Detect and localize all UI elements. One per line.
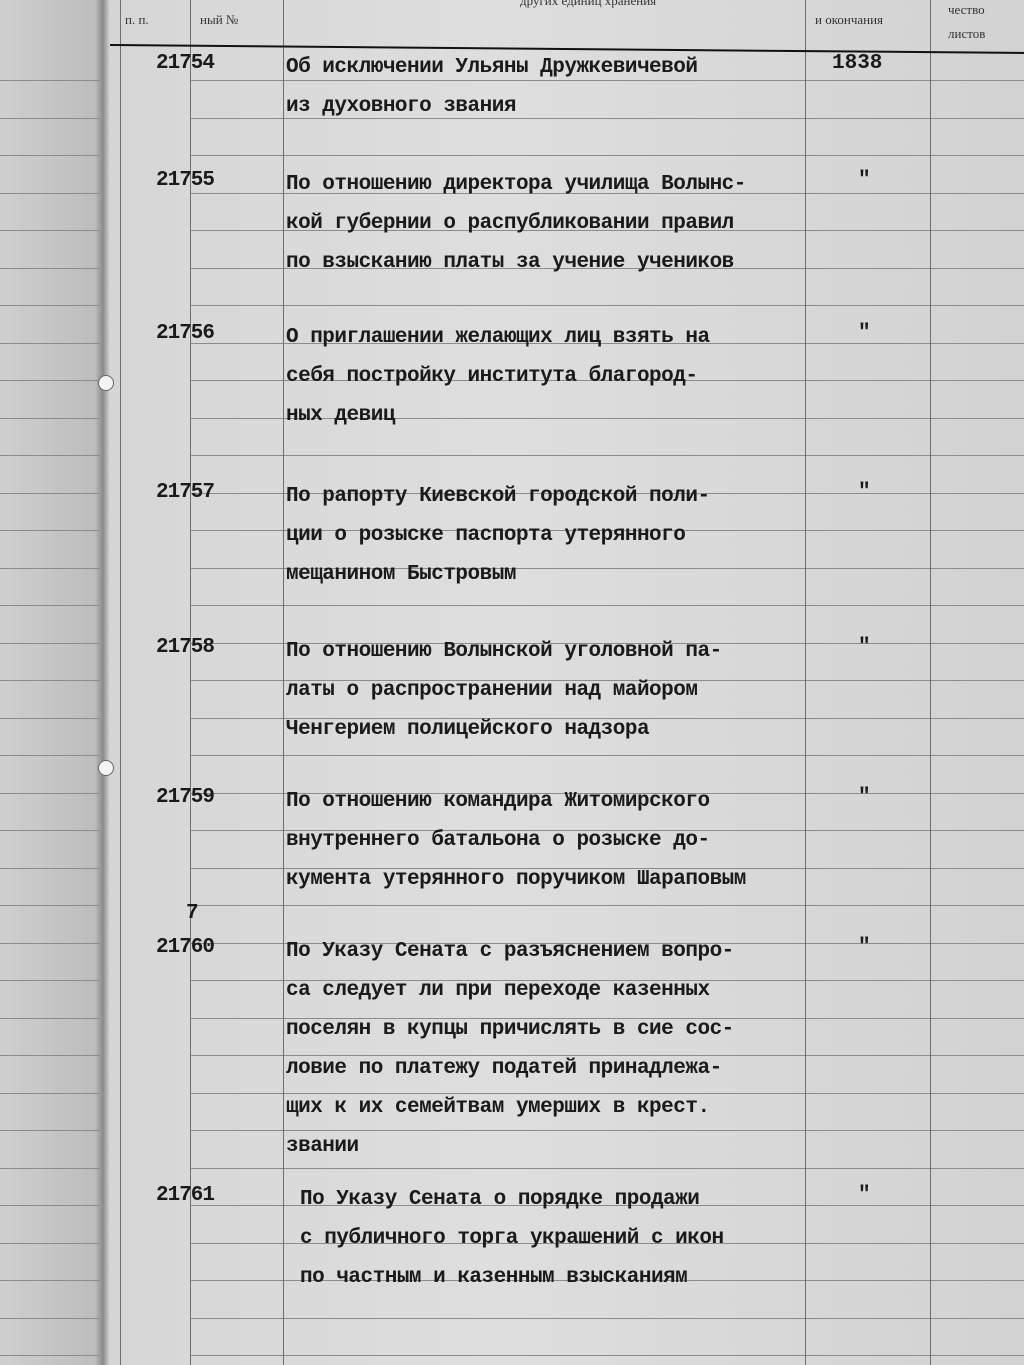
header-sheets: листов (948, 26, 986, 41)
ruled-line (0, 380, 100, 381)
entry-title-line: ции о розыске паспорта утерянного (286, 524, 686, 547)
ruled-line (0, 230, 100, 231)
entry-number: 21754 (156, 52, 215, 75)
ruled-line (0, 568, 100, 569)
ruled-line (0, 530, 100, 531)
entry-date: " (858, 481, 871, 504)
ruled-line (0, 305, 100, 306)
column-divider (120, 0, 121, 1365)
entry-title-line: по взысканию платы за учение учеников (286, 251, 734, 274)
entry-title-line: Ченгерием полицейского надзора (286, 718, 650, 741)
entry-title-line: себя постройку института благород- (286, 365, 698, 388)
ruled-line (0, 718, 100, 719)
ruled-line (0, 605, 100, 606)
ruled-line (0, 680, 100, 681)
ruled-line (190, 755, 1024, 756)
ruled-line (0, 905, 100, 906)
ruled-line (0, 455, 100, 456)
entry-title-line: По отношению директора училища Волынс- (286, 173, 746, 196)
entry-number: 21756 (156, 322, 215, 345)
entry-title-line: латы о распространении над майором (286, 679, 698, 702)
header-dates: и окончания (815, 12, 884, 27)
entry-title (286, 782, 826, 899)
entry-date: " (858, 1184, 871, 1207)
entry-title (286, 632, 826, 749)
entry-title-line: ловие по платежу податей принадлежа- (286, 1057, 722, 1080)
ruled-line (0, 868, 100, 869)
entry-title (286, 318, 826, 435)
entry-number: 21755 (156, 169, 215, 192)
header-index: п. п. (125, 12, 149, 27)
binding-ring (98, 375, 114, 391)
entry-title-line: внутреннего батальона о розыске до- (286, 829, 710, 852)
column-divider (190, 0, 191, 1365)
entry-title-line: По отношению Волынской уголовной па- (286, 640, 722, 663)
ruled-line (0, 1093, 100, 1094)
header-title: других единиц хранения (520, 0, 657, 8)
entry-title-line: са следует ли при переходе казенных (286, 979, 710, 1002)
entry-title-line: с публичного торга украшений с икон (300, 1227, 724, 1250)
ruled-line (0, 1318, 100, 1319)
entry-date: " (858, 936, 871, 959)
entry-date: 1838 (832, 52, 883, 75)
ruled-line (0, 418, 100, 419)
ruled-line (0, 830, 100, 831)
ruled-line (0, 1055, 100, 1056)
entry-date: " (858, 636, 871, 659)
entry-number: 21761 (156, 1184, 215, 1207)
column-divider (930, 0, 931, 1365)
ruled-line (0, 1280, 100, 1281)
ruled-line (0, 343, 100, 344)
ruled-line (190, 155, 1024, 156)
entry-title-line: по частным и казенным взысканиям (300, 1266, 688, 1289)
entry-title-line: из духовного звания (286, 95, 516, 118)
ruled-line (0, 1130, 100, 1131)
entry-title-line: звании (286, 1135, 359, 1158)
entry-title (300, 1180, 840, 1297)
entry-title-line: Об исключении Ульяны Дружкевичевой (286, 56, 698, 79)
entry-title (286, 165, 826, 282)
ruled-line (190, 1168, 1024, 1169)
entry-title-line: О приглашении желающих лиц взять на (286, 326, 710, 349)
ruled-line (0, 1168, 100, 1169)
ruled-line (0, 755, 100, 756)
ruled-line (190, 305, 1024, 306)
ruled-line (0, 1205, 100, 1206)
entry-date: " (858, 786, 871, 809)
entry-title-line: кой губернии о распубликовании правил (286, 212, 734, 235)
entry-number: 21759 (156, 786, 215, 809)
entry-title-line: По Указу Сената с разъяснением вопро- (286, 940, 734, 963)
ruled-line (0, 793, 100, 794)
header-sheets-top: чество (948, 2, 985, 17)
ruled-line (0, 80, 100, 81)
ruled-line (0, 1355, 100, 1356)
ruled-line (190, 455, 1024, 456)
entry-number: 21757 (156, 481, 215, 504)
ruled-line (0, 643, 100, 644)
entry-title-line: По отношению командира Житомирского (286, 790, 710, 813)
ruled-line (0, 943, 100, 944)
entry-title (286, 477, 826, 594)
entry-title-line: поселян в купцы причислять в сие сос- (286, 1018, 734, 1041)
ruled-line (0, 155, 100, 156)
entry-title-line: кумента утерянного поручиком Шараповым (286, 868, 746, 891)
header-number: ный № (200, 12, 239, 27)
ruled-line (0, 493, 100, 494)
entry-number: 21758 (156, 636, 215, 659)
ruled-line (190, 905, 1024, 906)
entry-title (286, 932, 826, 1166)
entry-date: " (858, 169, 871, 192)
entry-note: 7 (186, 902, 198, 925)
ruled-line (0, 1243, 100, 1244)
entry-title-line: По Указу Сената о порядке продажи (300, 1188, 700, 1211)
ruled-line (0, 193, 100, 194)
ruled-line (0, 268, 100, 269)
entry-title-line: щих к их семейтвам умерших в крест. (286, 1096, 710, 1119)
entry-title-line: ных девиц (286, 404, 395, 427)
entry-date: " (858, 322, 871, 345)
ruled-line (0, 118, 100, 119)
binding-ring (98, 760, 114, 776)
ruled-line (190, 605, 1024, 606)
column-divider (283, 0, 284, 1365)
ruled-line (0, 1018, 100, 1019)
ruled-line (190, 1355, 1024, 1356)
entry-title (286, 48, 826, 126)
ruled-line (190, 1318, 1024, 1319)
entry-number: 21760 (156, 936, 215, 959)
entry-title-line: По рапорту Киевской городской поли- (286, 485, 710, 508)
entry-title-line: мещанином Быстровым (286, 563, 516, 586)
ruled-line (0, 980, 100, 981)
